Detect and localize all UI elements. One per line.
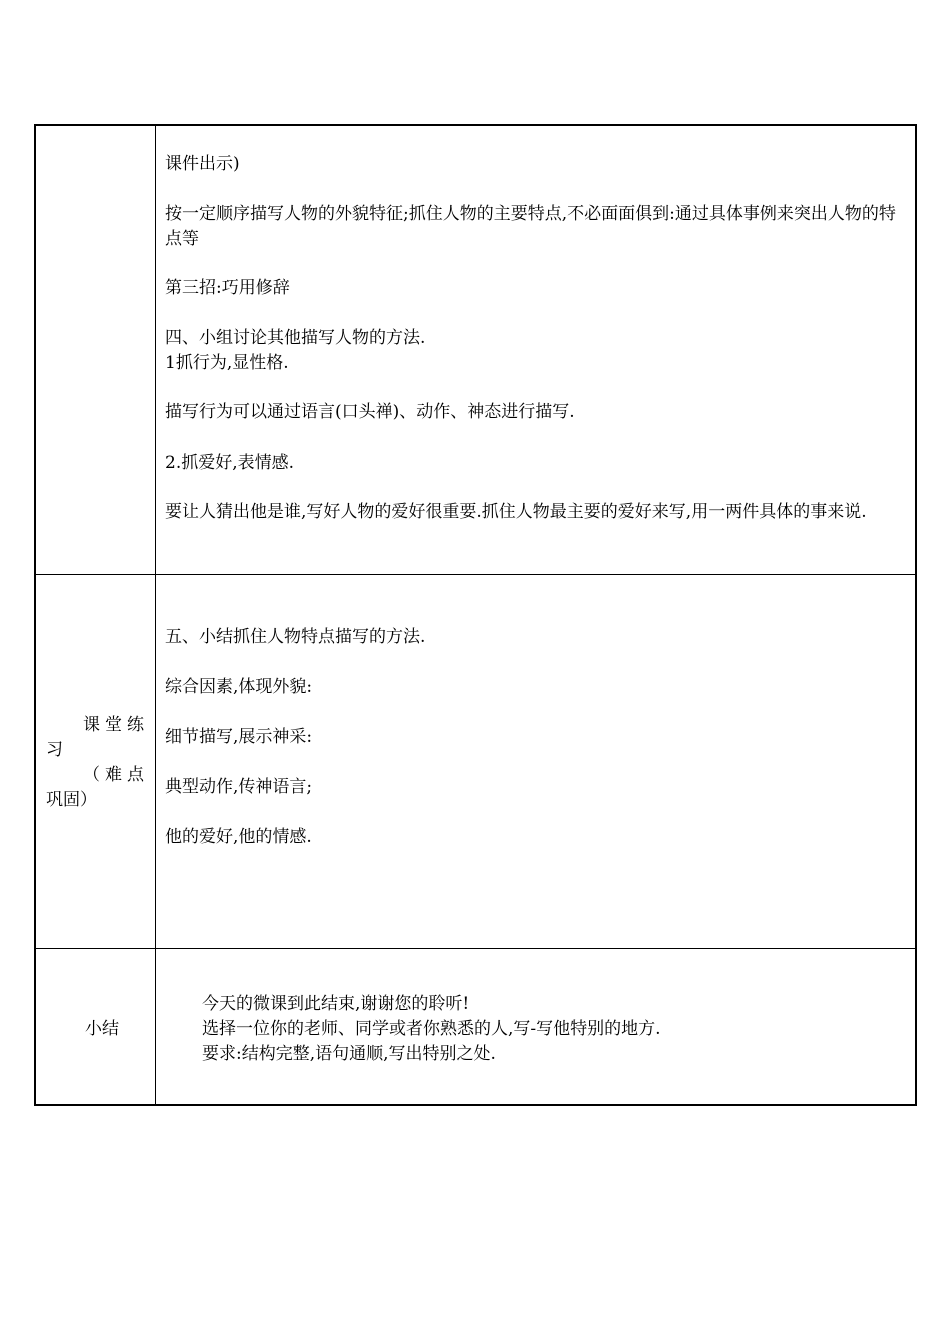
content-line: 四、小组讨论其他描写人物的方法. [165, 328, 426, 348]
column-divider [155, 126, 156, 1104]
row-label: 巩固） [46, 790, 97, 810]
row-label: 课堂练 [83, 715, 149, 735]
content-line: 今天的微课到此结束,谢谢您的聆听! [202, 994, 470, 1014]
content-paragraph: 要让人猜出他是谁,写好人物的爱好很重要.抓住人物最主要的爱好来写,用一两件具体的事来说. [165, 502, 867, 522]
content-line: 典型动作,传神语言; [165, 777, 313, 797]
content-line: 他的爱好,他的情感. [165, 827, 312, 847]
content-line: 描写行为可以通过语言(口头禅)、动作、神态进行描写. [165, 402, 575, 422]
content-line: 综合因素,体现外貌: [165, 677, 313, 697]
content-line: 选择一位你的老师、同学或者你熟悉的人,写-写他特别的地方. [202, 1019, 661, 1039]
content-line: 1抓行为,显性格. [165, 353, 289, 373]
row-label: 习 [46, 740, 68, 760]
content-line: 要求:结构完整,语句通顺,写出特别之处. [202, 1044, 496, 1064]
lesson-table [34, 124, 917, 1106]
content-paragraph: 按一定顺序描写人物的外貌特征;抓住人物的主要特点,不必面面俱到:通过具体事例来突出人物的特点等 [165, 204, 896, 249]
content-line: 五、小结抓住人物特点描写的方法. [165, 627, 426, 647]
row-divider-2 [36, 948, 915, 949]
content-line: 课件出示) [165, 154, 240, 174]
content-line: 细节描写,展示神采: [165, 727, 313, 747]
content-line: 第三招:巧用修辞 [165, 278, 290, 298]
row-divider-1 [36, 574, 915, 575]
content-line: 2.抓爱好,表情感. [165, 453, 295, 473]
row-label: 小结 [85, 1019, 119, 1039]
row-label: （难点 [83, 765, 149, 785]
